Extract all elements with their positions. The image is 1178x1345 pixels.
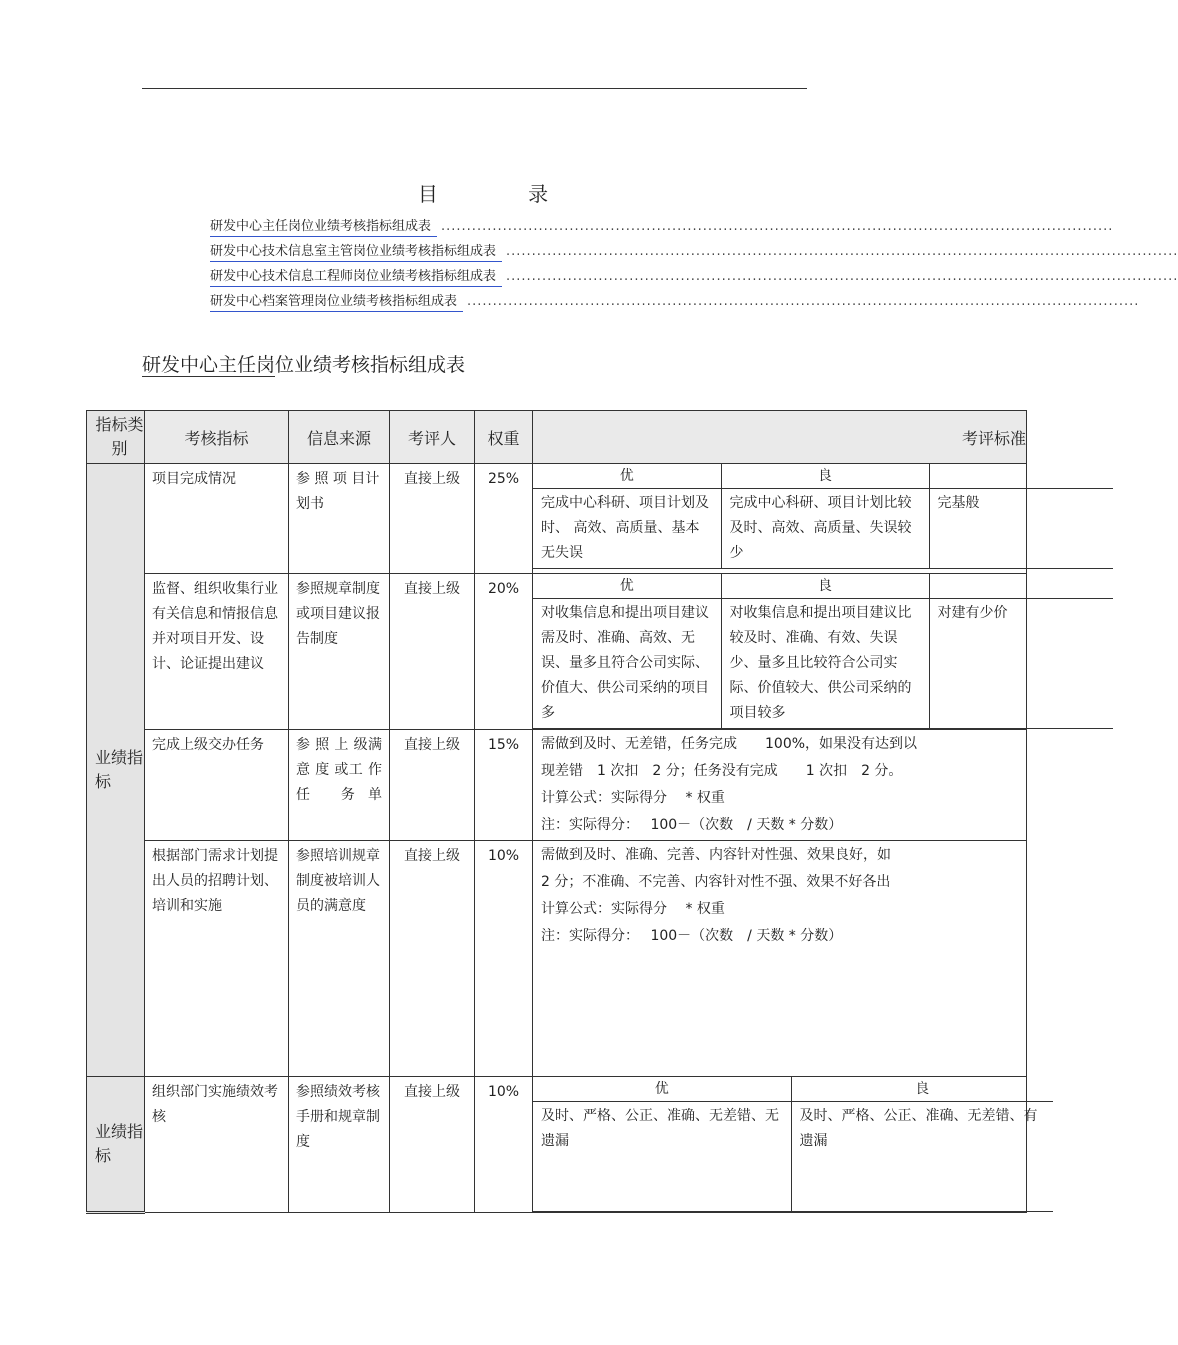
assessment-table	[86, 410, 1038, 1214]
grade-desc: 及时、严格、公正、准确、无差错、无遗漏	[533, 1102, 791, 1212]
table-of-contents	[210, 218, 1178, 318]
toc-item[interactable]	[210, 218, 1114, 243]
grade-desc: 对建有少价	[929, 599, 1113, 729]
standard-line: 需做到及时、无差错，任务完成 100%，如果没有达到以	[541, 736, 918, 752]
toc-link[interactable]: 研发中心主任岗位业绩考核指标组成表	[210, 218, 437, 237]
standard-formula: 计算公式：实际得分 * 权重	[541, 790, 725, 806]
toc-leader: ...................................................................................................................................	[467, 294, 1140, 309]
table-header-row	[87, 411, 1027, 464]
table-row	[87, 841, 1027, 1077]
grade-label: 优	[533, 1077, 791, 1102]
source-cell: 参 照 项 目计划书	[289, 464, 390, 574]
toc-title: 目 录	[417, 182, 591, 206]
header-weight: 权重	[475, 411, 533, 464]
table-row	[87, 1077, 1027, 1213]
indicator-cell: 监督、组织收集行业有关信息和情报信息并对项目开发、设计、论证提出建议	[145, 574, 289, 730]
standard-cell	[533, 730, 1027, 841]
weight-cell: 10%	[475, 841, 533, 1077]
grade-desc: 对收集信息和提出项目建议比较及时、准确、有效、失误少、量多且比较符合公司实际、价值较大、供公司采纳的项目较多	[721, 599, 929, 729]
indicator-cell: 根据部门需求计划提出人员的招聘计划、培训和实施	[145, 841, 289, 1077]
header-source: 信息来源	[289, 411, 390, 464]
standard-line: 需做到及时、准确、完善、内容针对性强、效果良好，如	[541, 847, 891, 863]
header-indicator: 考核指标	[145, 411, 289, 464]
section-title	[142, 350, 465, 377]
toc-leader: ...................................................................................................................................	[506, 244, 1178, 259]
section-title-anchor: 研发中心主任岗	[142, 354, 276, 376]
rater-cell: 直接上级	[390, 574, 475, 730]
grade-label: 优	[533, 574, 721, 599]
source-cell: 参照培训规章制度被培训人员的满意度	[289, 841, 390, 1077]
rater-cell: 直接上级	[390, 464, 475, 574]
table-row	[87, 464, 1027, 574]
header-category: 指标类别	[87, 411, 145, 464]
standard-cell	[533, 574, 1027, 730]
grade-table	[533, 464, 1113, 569]
category-cell: 业绩指标	[87, 1077, 145, 1213]
assessment-table-wrapper	[86, 410, 1038, 1214]
grade-desc: 完成中心科研、项目计划比较及时、高效、高质量、失误较少	[721, 489, 929, 569]
toc-item[interactable]	[210, 243, 1178, 268]
toc-link[interactable]: 研发中心技术信息工程师岗位业绩考核指标组成表	[210, 268, 502, 287]
standard-line: 2 分；不准确、不完善、内容针对性不强、效果不好各出	[541, 874, 891, 890]
grade-label	[929, 574, 1113, 599]
rater-cell: 直接上级	[390, 841, 475, 1077]
source-cell: 参照绩效考核手册和规章制度	[289, 1077, 390, 1213]
toc-leader: ...................................................................................................................................	[441, 219, 1114, 234]
header-rater: 考评人	[390, 411, 475, 464]
grade-label: 良	[721, 464, 929, 489]
source-cell: 参照规章制度或项目建议报告制度	[289, 574, 390, 730]
grade-table	[533, 1077, 1053, 1212]
standard-cell	[533, 841, 1027, 1077]
grade-label: 良	[791, 1077, 1053, 1102]
indicator-cell: 完成上级交办任务	[145, 730, 289, 841]
table-row	[87, 730, 1027, 841]
standard-note: 注：实际得分： 100－（次数 / 天数 * 分数）	[541, 928, 843, 944]
standard-note: 注：实际得分： 100－（次数 / 天数 * 分数）	[541, 817, 843, 833]
toc-item[interactable]	[210, 293, 1140, 318]
rater-cell: 直接上级	[390, 730, 475, 841]
indicator-cell: 组织部门实施绩效考核	[145, 1077, 289, 1213]
weight-cell: 10%	[475, 1077, 533, 1213]
grade-label	[929, 464, 1113, 489]
grade-desc: 及时、严格、公正、准确、无差错、有遗漏	[791, 1102, 1053, 1212]
category-cell: 业绩指标	[87, 464, 145, 1077]
standard-line: 现差错 1 次扣 2 分；任务没有完成 1 次扣 2 分。	[541, 763, 903, 779]
standard-cell	[533, 1077, 1038, 1213]
weight-cell: 20%	[475, 574, 533, 730]
grade-desc: 完基般	[929, 489, 1113, 569]
grade-table	[533, 574, 1113, 729]
standard-cell	[533, 464, 1027, 574]
toc-link[interactable]: 研发中心技术信息室主管岗位业绩考核指标组成表	[210, 243, 502, 262]
rater-cell: 直接上级	[390, 1077, 475, 1213]
weight-cell: 25%	[475, 464, 533, 574]
grade-label: 良	[721, 574, 929, 599]
header-standard: 考评标准	[533, 411, 1027, 464]
section-title-rest: 位业绩考核指标组成表	[275, 354, 466, 376]
standard-formula: 计算公式：实际得分 * 权重	[541, 901, 725, 917]
toc-link[interactable]: 研发中心档案管理岗位业绩考核指标组成表	[210, 293, 463, 312]
toc-leader: ...................................................................................................................................	[506, 269, 1178, 284]
grade-desc: 对收集信息和提出项目建议需及时、准确、高效、无误、量多且符合公司实际、价值大、供公司采纳的项目多	[533, 599, 721, 729]
weight-cell: 15%	[475, 730, 533, 841]
toc-item[interactable]	[210, 268, 1178, 293]
grade-desc: 完成中心科研、项目计划及时、 高效、高质量、基本无失误	[533, 489, 721, 569]
indicator-cell: 项目完成情况	[145, 464, 289, 574]
table-row	[87, 574, 1027, 730]
grade-label: 优	[533, 464, 721, 489]
header-rule	[142, 88, 807, 89]
source-cell: 参 照 上 级满 意 度 或工 作 任 务单	[289, 730, 390, 841]
